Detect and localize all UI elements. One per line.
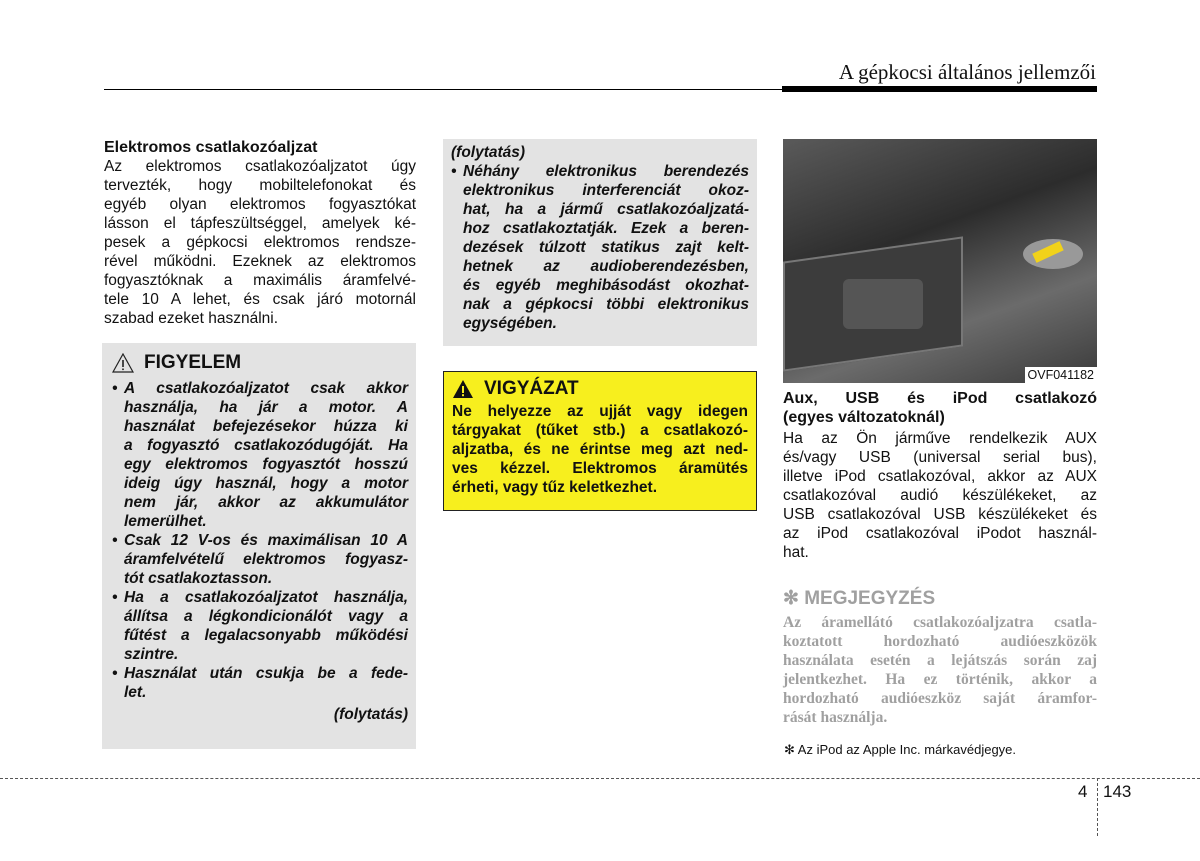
text-line: hetnek az audioberendezésben,: [463, 258, 749, 275]
text-line: dezések túlzott statikus zajt kelt-: [463, 239, 749, 256]
text-line: ideig úgy használ, hogy a motor: [124, 475, 408, 492]
text-line: tele 10 A lehet, és csak járó motornál: [104, 291, 416, 308]
text-line: tervezték, hogy mobiltelefonokat és: [104, 177, 416, 194]
text-line: hordozható audióeszköz saját áramfor-: [783, 690, 1097, 707]
text-line: rását használja.: [783, 709, 888, 726]
text-line: Néhány elektronikus berendezés: [463, 163, 749, 180]
text-line: pesek a gépkocsi elektromos rendsze-: [104, 234, 416, 251]
text-line: lemerülhet.: [124, 513, 207, 530]
warning-bullets: [112, 379, 408, 702]
section-heading: [783, 389, 1097, 427]
bullet-dot: •: [112, 589, 118, 606]
text-line: a fogyasztó csatlakozódugóját. Ha: [124, 437, 408, 454]
note-text: [783, 613, 1097, 727]
text-line: tárgyakat (tűket stb.) a csatlakozó-: [452, 422, 748, 439]
text-line: hat.: [783, 544, 809, 561]
section-paragraph: [783, 429, 1097, 562]
text-line: és egyéb meghibásodást okozhat-: [463, 277, 749, 294]
warning-title-row: [112, 350, 408, 376]
caution-text: [452, 402, 748, 497]
continued-warning-box: [443, 139, 757, 346]
footer-dashed-rule: [0, 778, 1200, 779]
text-line: lásson el tápfeszültséggel, amelyek ké-: [104, 215, 416, 232]
footnote: ✻ Az iPod az Apple Inc. márkavédjegye.: [784, 742, 1017, 757]
text-line: nak a gépkocsi többi elektronikus: [463, 296, 749, 313]
running-header-title: A gépkocsi általános jellemzői: [838, 60, 1096, 84]
text-line: használata esetén a lejátszás során zaj: [783, 652, 1097, 669]
section-heading: Elektromos csatlakozóaljzat: [104, 139, 318, 156]
text-line: jelentkezhet. Ha ez történik, akkor a: [783, 671, 1097, 688]
bullet-dot: •: [112, 380, 118, 397]
text-line: egyéb olyan elektromos fogyasztókat: [104, 196, 416, 213]
text-line: Ne helyezze az ujját vagy idegen: [452, 403, 748, 420]
bullet-text: [463, 162, 749, 333]
text-line: áramfelvételű elektromos fogyasz-: [124, 551, 408, 568]
text-line: nem jár, akkor az akkumulátor: [124, 494, 408, 511]
header-rule-bar: [782, 86, 1097, 92]
warning-bullet: [112, 664, 408, 702]
text-line: A csatlakozóaljzatot csak akkor: [124, 380, 408, 397]
warning-bullet: [451, 162, 749, 333]
warning-bullet: [112, 379, 408, 531]
text-line: tót csatlakoztasson.: [124, 570, 273, 587]
caution-triangle-icon: [452, 379, 474, 399]
text-line: és/vagy USB (universal serial bus),: [783, 449, 1097, 466]
text-line: elektronikus interferenciát okoz-: [463, 182, 749, 199]
text-line: ves kézzel. Elektromos áramütés: [452, 460, 748, 477]
text-line: használat befejezésekor húzza ki: [124, 418, 408, 435]
text-line: fogyasztóknak a maximális áramfelvé-: [104, 272, 416, 289]
section-power-outlet: [104, 138, 416, 328]
text-line: fűtést a legalacsonyabb működési: [124, 627, 408, 644]
note-block: [783, 587, 1097, 727]
text-line: Az elektromos csatlakozóaljzatot úgy: [104, 158, 416, 175]
section-aux-usb: [783, 389, 1097, 562]
text-line: állítsa a légkondicionálót vagy a: [124, 608, 408, 625]
warning-bullet: [112, 531, 408, 588]
text-line: rével működni. Ezeknek az elektromos: [104, 253, 416, 270]
bullet-dot: •: [451, 163, 457, 180]
text-line: hoz csatlakoztatják. Ezek a beren-: [463, 220, 749, 237]
chapter-number: 4: [1078, 782, 1088, 801]
port-cluster: [843, 279, 923, 329]
text-line: egységében.: [463, 315, 557, 332]
warning-title: FIGYELEM: [144, 352, 242, 373]
text-line: Aux, USB és iPod csatlakozó: [783, 390, 1097, 407]
text-line: Ha az Ön járműve rendelkezik AUX: [783, 430, 1097, 447]
warning-box: [102, 343, 416, 749]
text-line: használja, ha jár a motor. A: [124, 399, 408, 416]
text-line: egy elektromos fogyasztót hosszú: [124, 456, 408, 473]
note-title: ✻ MEGJEGYZÉS: [783, 588, 936, 609]
text-line: érheti, vagy tűz keletkezhet.: [452, 479, 658, 496]
text-line: Használat után csukja be a fede-: [124, 665, 408, 682]
text-line: szintre.: [124, 646, 179, 663]
text-line: az iPod csatlakozóval iPodot használ-: [783, 525, 1097, 542]
text-line: csatlakozóval audió készülékeket, az: [783, 487, 1097, 504]
continued-label: (folytatás): [451, 144, 526, 161]
page-number: 143: [1103, 782, 1132, 801]
footer-vertical-rule: [1097, 778, 1098, 836]
bullet-text: [124, 531, 408, 588]
continued-label: (folytatás): [333, 706, 408, 723]
section-paragraph: [104, 157, 416, 328]
text-line: Ha a csatlakozóaljzatot használja,: [124, 589, 408, 606]
bullet-text: [124, 588, 408, 664]
caution-title-row: [452, 376, 748, 402]
text-line: illetve iPod csatlakozóval, akkor az AUX: [783, 468, 1097, 485]
bullet-dot: •: [112, 665, 118, 682]
text-line: hat, ha a jármű csatlakozóaljzatá-: [463, 201, 749, 218]
caution-title: VIGYÁZAT: [484, 378, 579, 399]
text-line: koztatott hordozható audióeszközök: [783, 633, 1097, 650]
console-photo: [783, 139, 1097, 383]
bullet-text: [124, 379, 408, 531]
bullet-text: [124, 664, 408, 702]
warning-bullet: [112, 588, 408, 664]
text-line: let.: [124, 684, 147, 701]
text-line: USB csatlakozóval USB készülékeket és: [783, 506, 1097, 523]
text-line: szabad ezeket használni.: [104, 310, 279, 327]
caution-box: [443, 371, 757, 511]
text-line: Csak 12 V-os és maximálisan 10 A: [124, 532, 408, 549]
warning-triangle-icon: [112, 353, 134, 373]
image-code: OVF041182: [1025, 367, 1097, 383]
text-line: (egyes változatoknál): [783, 409, 945, 426]
text-line: Az áramellátó csatlakozóaljzatra csatla-: [783, 614, 1097, 631]
text-line: aljzatba, és ne érintse meg azt ned-: [452, 441, 748, 458]
bullet-dot: •: [112, 532, 118, 549]
